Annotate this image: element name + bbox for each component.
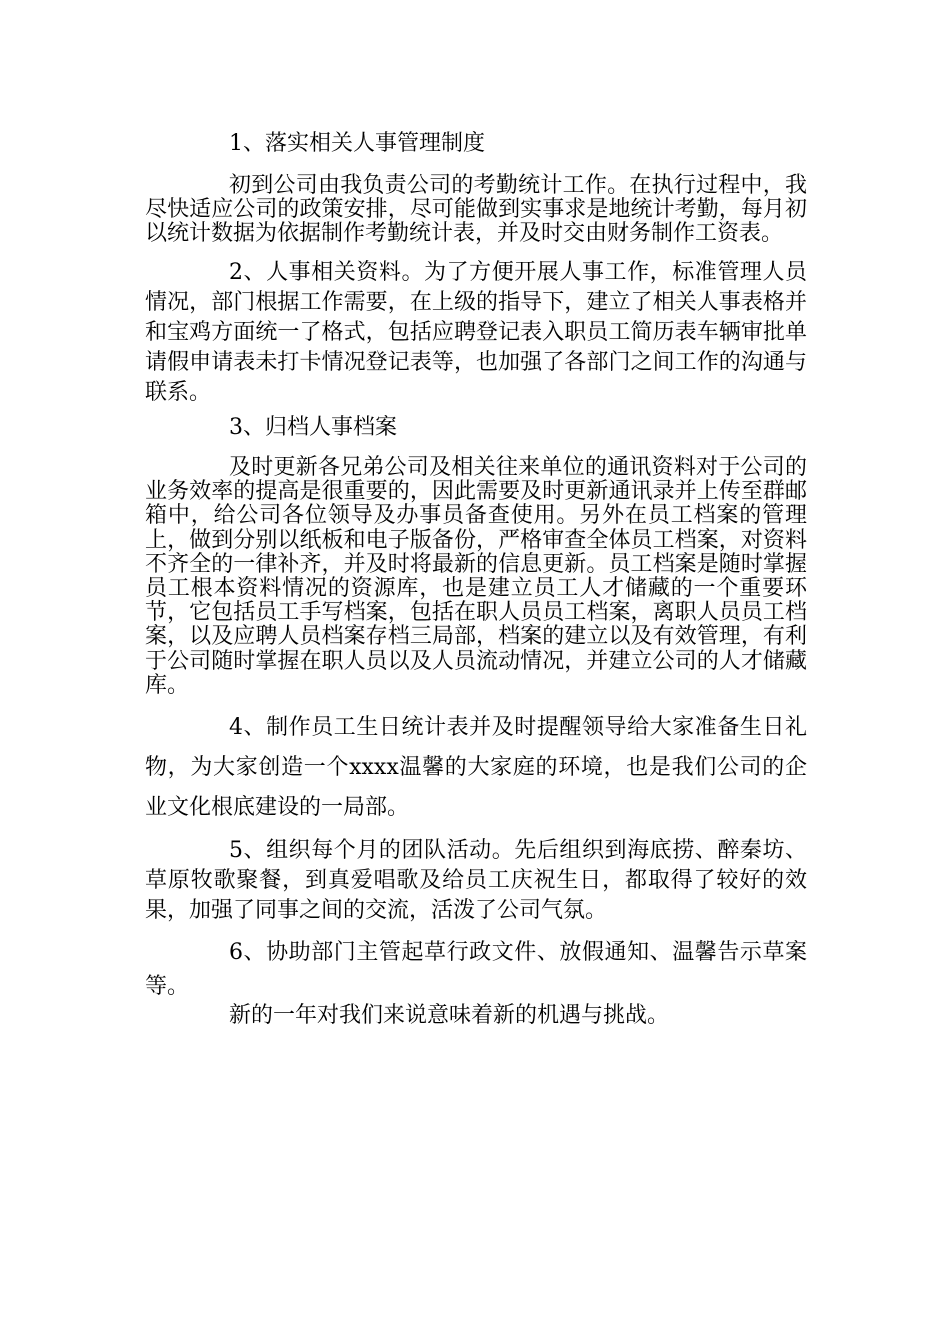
paragraph-archives: 及时更新各兄弟公司及相关往来单位的通讯资料对于公司的业务效率的提高是很重要的，因此需要及时更新通讯录并上传至群邮箱中，给公司各位领导及办事员备查使用。另外在员工档案的管理上，做到分别以纸板和电子版备份，严格审查全体员工档案，对资料不齐全的一律补齐，并及时将最新的信息更新。员工档案是随时掌握员工根本资料情况的资源库，也是建立员工人才储藏的一个重要环节，它包括员工手写档案，包括在职人员员工档案，离职人员员工档案，以及应聘人员档案存档三局部，档案的建立以及有效管理，有利于公司随时掌握在职人员以及人员流动情况，并建立公司的人才储藏库。 — [145, 455, 807, 698]
paragraph-heading-3: 3、归档人事档案 — [229, 415, 397, 440]
paragraph-team-activities: 5、组织每个月的团队活动。先后组织到海底捞、醉秦坊、草原牧歌聚餐，到真爱唱歌及给员工庆祝生日，都取得了较好的效果，加强了同事之间的交流，活泼了公司气氛。 — [145, 838, 807, 924]
paragraph-hr-materials: 2、人事相关资料。为了方便开展人事工作，标准管理人员情况，部门根据工作需要，在上级的指导下，建立了相关人事表格并和宝鸡方面统一了格式，包括应聘登记表入职员工简历表车辆审批单请假申请表未打卡情况登记表等，也加强了各部门之间工作的沟通与联系。 — [145, 260, 807, 405]
paragraph-birthday: 4、制作员工生日统计表并及时提醒领导给大家准备生日礼物，为大家创造一个xxxx温馨的大家庭的环境，也是我们公司的企业文化根底建设的一局部。 — [145, 715, 807, 821]
paragraph-drafting: 6、协助部门主管起草行政文件、放假通知、温馨告示草案等。 — [145, 940, 807, 1000]
document-body — [145, 132, 807, 1028]
paragraph-attendance: 初到公司由我负责公司的考勤统计工作。在执行过程中，我尽快适应公司的政策安排，尽可能做到实事求是地统计考勤，每月初以统计数据为依据制作考勤统计表，并及时交由财务制作工资表。 — [145, 173, 807, 246]
paragraph-heading-1: 1、落实相关人事管理制度 — [229, 131, 485, 156]
paragraph-new-year: 新的一年对我们来说意味着新的机遇与挑战。 — [229, 1003, 670, 1029]
